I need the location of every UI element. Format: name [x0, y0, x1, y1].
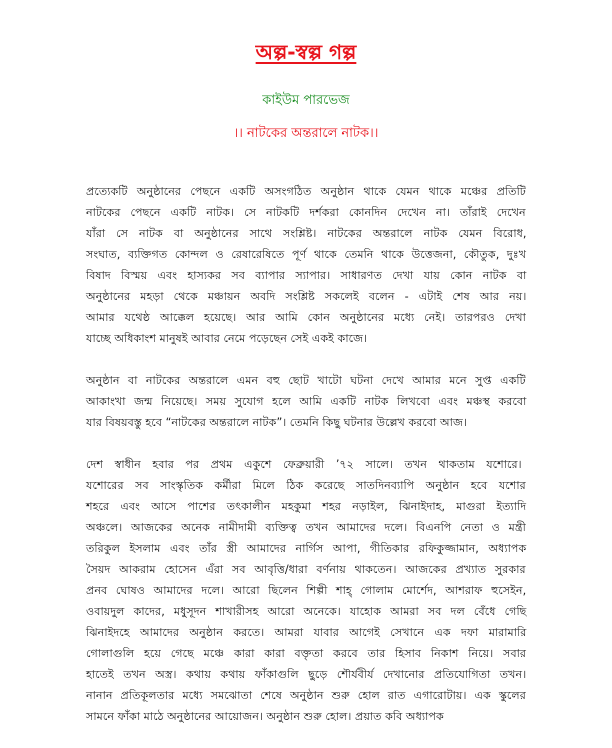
text-line: শহরে এবং আসে পাশের তৎকালীন মহকুমা শহর নড়াইল, ঝিনাইদাহ, মাগুরা ইত্যাদি: [86, 500, 527, 513]
paragraph: [86, 370, 526, 433]
text-line: যাঁরা সে নাটক বা অনুষ্ঠানের সাথে সংশ্লিষ্ট। নাটকের অন্তরালে নাটক যেমন বিরোধ,: [86, 227, 527, 240]
paragraph: [86, 454, 526, 727]
story-series-title: অল্প-স্বল্প গল্প: [255, 40, 357, 64]
text-line: সৈয়দ আকরাম হোসেন এঁরা সব আবৃত্তি/ধারা বর্ণনায় থাকতেন। আজকের প্রখ্যাত সুরকার: [86, 563, 526, 576]
text-line: যাচ্ছে অধিকাংশ মানুষই আবার নেমে পড়েছেন সেই একই কাজে।: [86, 332, 368, 345]
text-line: ঝিনাইদহে আমাদের অনুষ্ঠান করতে। আমরা যাবার আগেই সেখানে এক দফা মারামারি: [86, 626, 527, 639]
text-line: বিষাদ বিস্ময় এবং হাস্যকর সব ব্যাপার স্যাপার। সাধারণত দেখা যায় কোন নাটক বা: [86, 269, 527, 282]
text-line: দেশ স্বাধীন হবার পর প্রথম একুশে ফেব্রুয়ারী ’৭২ সালে। তখন থাকতাম যশোরে।: [86, 458, 522, 471]
text-line: অনুষ্ঠানের মহড়া থেকে মঞ্চায়ন অবদি সংশ্লিষ্ট সকলেই বলেন - এটাই শেষ আর নয়।: [86, 290, 527, 303]
text-line: নাটকের পেছনে একটি নাটক। সে নাটকটি দর্শকরা কোনদিন দেখেন না। তাঁরাই দেখেন: [86, 206, 526, 219]
text-line: সংঘাত, ব্যক্তিগত কোন্দল ও রেষারেষিতে পূর্ণ থাকে তেমনি থাকে উত্তেজনা, কৌতুক, দুঃখ: [86, 248, 527, 261]
text-line: তরিকুল ইসলাম এবং তাঁর স্ত্রী আমাদের নার্গিস আপা, গীতিকার রফিকুজ্জামান, অধ্যাপক: [86, 542, 527, 555]
text-line: সামনে ফাঁকা মাঠে অনুষ্ঠানের আয়োজন। অনুষ্ঠান শুরু হোল। প্রয়াত কবি অধ্যাপক: [86, 710, 444, 723]
story-title: ।। নাটকের অন্তরালে নাটক।।: [233, 126, 379, 141]
text-line: যশোরের সব সাংস্কৃতিক কর্মীরা মিলে ঠিক করেছে সাতদিনব্যাপি অনুষ্ঠান হবে যশোর: [86, 479, 526, 492]
text-line: হাতেই তখন অস্ত্র। কথায় কথায় ফাঁকাগুলি ছুড়ে শৌর্যবীর্য দেখানোর প্রতিযোগিতা তখন।: [86, 668, 527, 681]
text-line: গোলাগুলি হয়ে গেছে মঞ্চে কারা কারা বক্তৃতা করবে তার হিসাব নিকাশ নিয়ে। সবার: [86, 647, 527, 660]
author-name: কাইউম পারভেজ: [262, 93, 350, 108]
paragraph: [86, 181, 526, 349]
text-line: অনুষ্ঠান বা নাটকের অন্তরালে এমন বহু ছোট খাটো ঘটনা দেখে আমার মনে সুপ্ত একটি: [86, 374, 526, 387]
text-line: আমার যথেষ্ঠ আক্কেল হয়েছে। আর আমি কোন অনুষ্ঠানের মধ্যে নেই। তারপরও দেখা: [86, 311, 526, 324]
text-line: প্রনব ঘোষও আমাদের দলে। আরো ছিলেন শিল্পী শাহ্ গোলাম মোর্শেদ, আশরাফ হুসেইন,: [86, 584, 527, 597]
text-line: আকাংখা জন্ম নিয়েছে। সময় সুযোগ হলে আমি একটি নাটক লিখবো এবং মঞ্চস্থ করবো: [86, 395, 527, 408]
article-body: [86, 181, 526, 748]
text-line: যার বিষয়বস্তু হবে “নাটকের অন্তরালে নাটক”। তেমনি কিছু ঘটনার উল্লেখ করবো আজ।: [86, 416, 468, 429]
text-line: প্রত্যেকটি অনুষ্ঠানের পেছনে একটি অসংগঠিত অনুষ্ঠান থাকে যেমন থাকে মঞ্চের প্রতিটি: [86, 185, 526, 198]
text-line: অঞ্চলে। আজকের অনেক নামীদামী ব্যক্তিত্ব তখন আমাদের দলে। বিএনপি নেতা ও মন্ত্রী: [86, 521, 526, 534]
text-line: ওবায়দুল কাদের, মধুসূদন শাখারীসহ আরো অনেকে। যাহোক আমরা সব দল বেঁধে গেছি: [86, 605, 527, 618]
text-line: নানান প্রতিকূলতার মধ্যে সমঝোতা শেষে অনুষ্ঠান শুরু হোল রাত এগারোটায়। এক স্কুলের: [86, 689, 526, 702]
